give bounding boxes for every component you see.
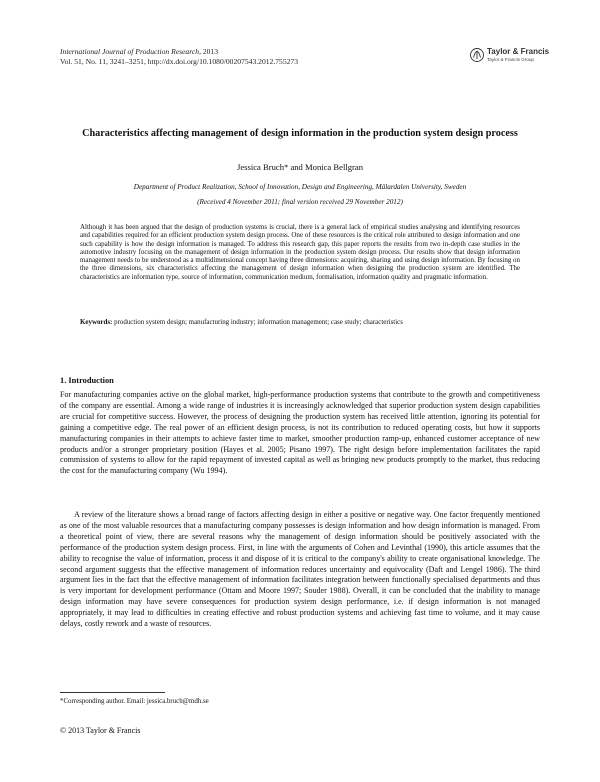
corresponding-author-footnote: *Corresponding author. Email: jessica.bruch@mdh.se <box>60 698 209 705</box>
abstract: Although it has been argued that the design of production systems is crucial, there is a general lack of empirical studies analysing and identifying resources and capabilities required for an efficient production system design process. One of these resources is the critical role attributed to design information and one such capability is how the design information is managed. To address this research gap, this paper reports the results from two in-depth case studies in the automotive industry focusing on the management of design information in the production system design process. Our results show that design information management needs to be understood as a multidimensional concept having three dimensions: acquiring, sharing and using design information. By focusing on the three dimensions, six characteristics affecting the management of design information when designing the production system are identified. The characteristics are information type, source of information, communication medium, formalisation, information quality and pragmatic information. <box>80 223 520 281</box>
footnote-divider <box>60 692 165 693</box>
journal-header <box>60 47 298 67</box>
taylor-francis-logo-icon <box>470 48 484 62</box>
received-dates: (Received 4 November 2011; final version received 29 November 2012) <box>197 198 403 206</box>
journal-name: International Journal of Production Research <box>60 47 200 56</box>
citation-line: Vol. 51, No. 11, 3241–3251, http://dx.doi.org/10.1080/00207543.2012.755273 <box>60 57 299 66</box>
article-title: Characteristics affecting management of design information in the production system design process <box>82 128 518 139</box>
publisher-logo <box>470 46 550 68</box>
publisher-name: Taylor & Francis <box>487 47 550 56</box>
keywords-list: production system design; manufacturing industry; information management; case study; characteristics <box>112 318 403 326</box>
section-heading: 1. Introduction <box>60 376 114 385</box>
body-paragraph-1: For manufacturing companies active on the global market, high-performance production systems that contribute to the growth and competitiveness of the company are essential. Among a wide range of industries it is increasingly acknowledged that superior production system design capabilities are crucial for competitive success. However, the process of designing the production system has received little attention, ignoring its potential for gaining a competitive edge. The real power of an efficient design process, is not its contribution to reduced operating costs, but how it supports manufacturing companies in their attempts to achieve faster time to market, smoother production ramp-up, enhanced customer acceptance of new products and/or a stronger proprietary position (Hayes et al. 2005; Pisano 1997). The right design before implementation facilitates the rapid commission of systems to allow for the rapid repayment of invested capital as well as bringing new products promptly to the market, thus reducing the cost for the manufacturing company (Wu 1994). <box>60 390 540 476</box>
article-authors: Jessica Bruch* and Monica Bellgran <box>236 162 363 172</box>
keywords <box>80 318 520 326</box>
author-affiliation: Department of Product Realization, School of Innovation, Design and Engineering, Mälardalen University, Sweden <box>133 183 467 191</box>
journal-year: , 2013 <box>199 47 219 56</box>
body-paragraph-2: A review of the literature shows a broad range of factors affecting design in either a positive or negative way. One factor frequently mentioned as one of the most valuable resources that a manufacturing company possesses is design information and how design information is managed. From a theoretical point of view, there are several reasons why the management of design information should be positively associated with the performance of the production system design process. First, in line with the arguments of Cohen and Levinthal (1990), this article assumes that the ability to recognise the value of information, process it and dispose of it is critical to the company's ability to create organisational knowledge. The second argument suggests that the effective management of information reduces uncertainty and equivocality (Daft and Lengel 1986). The third argument lies in the fact that the effective management of information facilitates integration between functionally specialised departments and thus is very important for development performance (Ottam and Moore 1997; Souder 1988). Overall, it can be concluded that the inability to manage design information may have severe consequences for production system design performance, i.e. if design information is not managed appropriately, it may lead to difficulties in creating effective and robust production systems and achieving fast time to volume, and it may cause delays, costly rework and a waste of resources. <box>60 510 540 629</box>
keywords-label: Keywords: <box>80 318 113 326</box>
publisher-group: Taylor & Francis Group <box>487 57 534 62</box>
copyright-notice: © 2013 Taylor & Francis <box>60 726 141 735</box>
